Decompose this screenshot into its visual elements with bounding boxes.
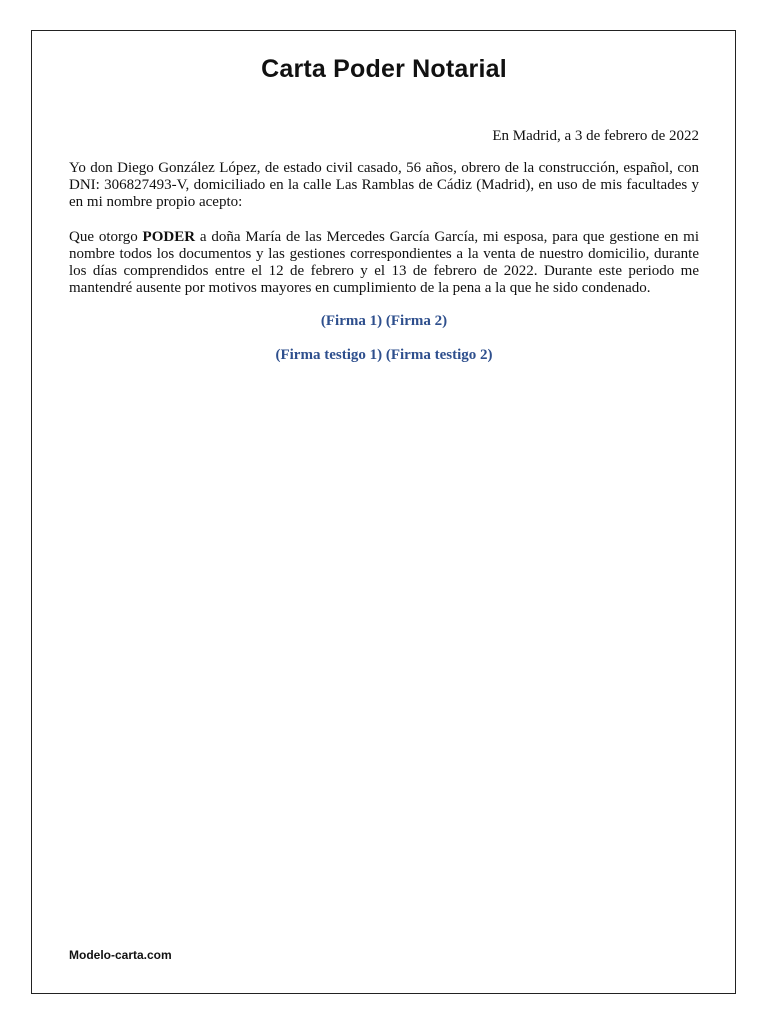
footer-source: Modelo-carta.com [69,948,172,962]
paragraph-power-before: Que otorgo [69,229,143,245]
paragraph-identity: Yo don Diego González López, de estado civil casado, 56 años, obrero de la construcción, español, con DNI: 306827493-V, domiciliado en la calle Las Ramblas de Cádiz (Madrid), en uso de mis facultades y en mi nombre propio acepto: [69,160,699,210]
document-title: Carta Poder Notarial [261,55,507,83]
date-line: En Madrid, a 3 de febrero de 2022 [492,128,699,144]
paragraph-power-bold: PODER [142,229,196,245]
paragraph-power [69,229,699,297]
witness-signatures-line: (Firma testigo 1) (Firma testigo 2) [275,347,493,363]
paragraph-power-after: a doña María de las Mercedes García García, mi esposa, para que gestione en mi nombre todos los documentos y las gestiones correspondientes a la venta de nuestro domicilio, durante los días comprendidos entre el 12 de febrero y el 13 de febrero de 2022. Durante este periodo me mantendré ausente por motivos mayores en cumplimiento de la pena a la que he sido condenado. [69,229,699,296]
signatures-line: (Firma 1) (Firma 2) [320,313,448,329]
